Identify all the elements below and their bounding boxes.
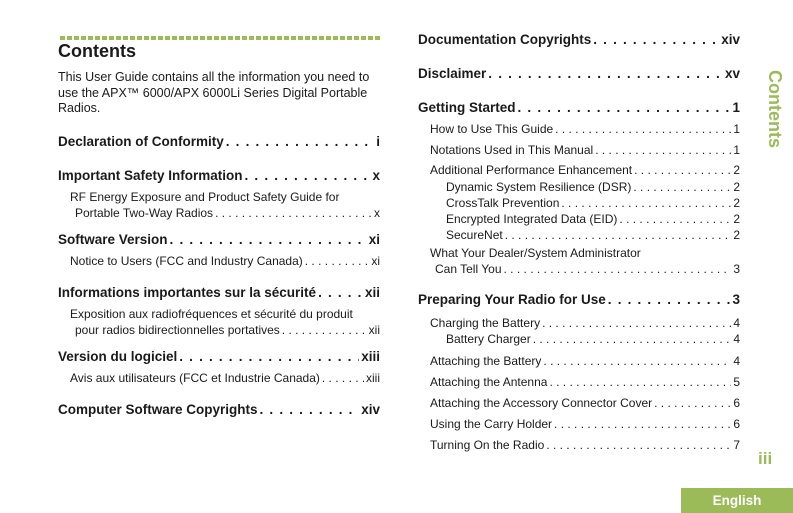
toc-entry-label: Attaching the Battery bbox=[430, 354, 542, 368]
toc-left-column bbox=[58, 131, 380, 421]
toc-entry-page: x bbox=[374, 206, 380, 220]
toc-entry-label: Informations importantes sur la sécurité bbox=[58, 285, 317, 300]
toc-entry-charging-battery[interactable] bbox=[418, 315, 740, 331]
toc-entry-performance-enhancement[interactable] bbox=[418, 161, 740, 179]
toc-entry-dealer-administrator[interactable] bbox=[418, 243, 740, 279]
toc-entry-notice-users[interactable] bbox=[58, 251, 380, 272]
toc-entry-page: x bbox=[372, 168, 380, 183]
toc-entry-page: 7 bbox=[733, 438, 740, 452]
toc-entry-label-line2: pour radios bidirectionnelles portatives bbox=[75, 323, 280, 337]
toc-entry-label-line1: RF Energy Exposure and Product Safety Guide for bbox=[70, 190, 340, 204]
toc-entry-label: Disclaimer bbox=[418, 66, 487, 81]
toc-entry-page: 4 bbox=[733, 332, 740, 346]
toc-entry-label: Additional Performance Enhancement bbox=[430, 163, 633, 177]
language-tab[interactable] bbox=[681, 488, 793, 513]
toc-entry-label: Software Version bbox=[58, 232, 168, 247]
toc-entry-label: CrossTalk Prevention bbox=[446, 196, 560, 210]
toc-entry-notations[interactable] bbox=[418, 140, 740, 161]
toc-entry-avis-utilisateurs[interactable] bbox=[58, 368, 380, 389]
toc-entry-how-to-use[interactable] bbox=[418, 119, 740, 140]
toc-entry-page: xv bbox=[724, 66, 740, 81]
toc-entry-label: Preparing Your Radio for Use bbox=[418, 292, 606, 307]
toc-entry-battery-charger[interactable] bbox=[418, 331, 740, 347]
toc-entry-label: Charging the Battery bbox=[430, 316, 541, 330]
toc-entry-page: 4 bbox=[733, 354, 740, 368]
toc-entry-page: xi bbox=[368, 232, 380, 247]
toc-entry-label-line1: Exposition aux radiofréquences et sécurité du produit bbox=[70, 307, 353, 321]
toc-entry-page: 2 bbox=[733, 180, 740, 194]
toc-entry-label: Attaching the Antenna bbox=[430, 375, 548, 389]
toc-right-column bbox=[418, 29, 740, 456]
toc-entry-page: 1 bbox=[733, 143, 740, 157]
toc-entry-turning-on[interactable] bbox=[418, 435, 740, 456]
toc-entry-label: Encrypted Integrated Data (EID) bbox=[446, 212, 618, 226]
toc-entry-carry-holder[interactable] bbox=[418, 414, 740, 435]
side-tab-label: Contents bbox=[765, 70, 785, 148]
toc-entry-label: Attaching the Accessory Connector Cover bbox=[430, 396, 653, 410]
toc-entry-disclaimer[interactable] bbox=[418, 63, 740, 85]
toc-entry-label: Notations Used in This Manual bbox=[430, 143, 594, 157]
toc-entry-page: 3 bbox=[732, 292, 740, 307]
toc-entry-rf-energy[interactable] bbox=[58, 187, 380, 223]
toc-entry-computer-software-copyrights[interactable] bbox=[58, 399, 380, 421]
toc-entry-securenet[interactable] bbox=[418, 227, 740, 243]
toc-entry-getting-started[interactable] bbox=[418, 97, 740, 119]
toc-entry-page: xiii bbox=[366, 371, 380, 385]
toc-entry-label: Using the Carry Holder bbox=[430, 417, 553, 431]
toc-entry-page: 5 bbox=[733, 375, 740, 389]
toc-entry-page: 2 bbox=[733, 196, 740, 210]
toc-entry-label: Dynamic System Resilience (DSR) bbox=[446, 180, 632, 194]
toc-entry-label: Declaration of Conformity bbox=[58, 134, 224, 149]
toc-entry-page: xiv bbox=[721, 32, 740, 47]
toc-entry-informations-securite[interactable] bbox=[58, 282, 380, 304]
toc-entry-page: 3 bbox=[733, 262, 740, 276]
side-tab-contents[interactable] bbox=[755, 66, 793, 150]
toc-entry-attaching-antenna[interactable] bbox=[418, 372, 740, 393]
toc-entry-page: 1 bbox=[733, 122, 740, 136]
toc-entry-label-line2: Portable Two-Way Radios bbox=[75, 206, 214, 220]
toc-entry-crosstalk[interactable] bbox=[418, 195, 740, 211]
toc-entry-label: How to Use This Guide bbox=[430, 122, 554, 136]
toc-entry-page: 6 bbox=[733, 396, 740, 410]
toc-entry-page: xiii bbox=[361, 349, 380, 364]
toc-entry-page: 1 bbox=[732, 100, 740, 115]
toc-entry-label: Important Safety Information bbox=[58, 168, 243, 183]
toc-entry-label: Battery Charger bbox=[446, 332, 531, 346]
toc-entry-label-line1: What Your Dealer/System Administrator bbox=[430, 246, 641, 260]
toc-entry-label: Documentation Copyrights bbox=[418, 32, 592, 47]
toc-entry-label: Turning On the Radio bbox=[430, 438, 545, 452]
toc-entry-page: xi bbox=[371, 254, 380, 268]
toc-entry-page: 2 bbox=[733, 228, 740, 242]
toc-entry-preparing-radio[interactable] bbox=[418, 289, 740, 311]
toc-entry-safety[interactable] bbox=[58, 165, 380, 187]
toc-entry-software-version[interactable] bbox=[58, 229, 380, 251]
intro-text: This User Guide contains all the information you need to use the APX™ 6000/APX 6000Li Series Digital Portable Radios. bbox=[58, 70, 370, 115]
toc-entry-label: Computer Software Copyrights bbox=[58, 402, 258, 417]
page-number: iii bbox=[758, 449, 773, 468]
toc-entry-page: xii bbox=[368, 323, 380, 337]
toc-entry-eid[interactable] bbox=[418, 211, 740, 227]
header-rule bbox=[60, 36, 382, 40]
toc-entry-label: Version du logiciel bbox=[58, 349, 178, 364]
toc-entry-dsr[interactable] bbox=[418, 179, 740, 195]
language-tab-label: English bbox=[712, 493, 762, 508]
page-title: Contents bbox=[58, 41, 136, 61]
toc-entry-page: xii bbox=[364, 285, 380, 300]
toc-entry-label: SecureNet bbox=[446, 228, 503, 242]
toc-entry-documentation-copyrights[interactable] bbox=[418, 29, 740, 51]
toc-entry-version-logiciel[interactable] bbox=[58, 346, 380, 368]
toc-entry-accessory-connector[interactable] bbox=[418, 393, 740, 414]
toc-entry-page: 6 bbox=[733, 417, 740, 431]
toc-entry-page: 4 bbox=[733, 316, 740, 330]
toc-entry-attaching-battery[interactable] bbox=[418, 351, 740, 372]
toc-entry-label-line2: Can Tell You bbox=[435, 262, 502, 276]
toc-entry-page: i bbox=[376, 134, 380, 149]
toc-entry-label: Avis aux utilisateurs (FCC et Industrie Canada) bbox=[70, 371, 320, 385]
toc-entry-label: Getting Started bbox=[418, 100, 516, 115]
toc-entry-exposition[interactable] bbox=[58, 304, 380, 340]
toc-entry-declaration[interactable] bbox=[58, 131, 380, 153]
toc-entry-page: 2 bbox=[733, 163, 740, 177]
toc-entry-page: xiv bbox=[361, 402, 380, 417]
toc-entry-page: 2 bbox=[733, 212, 740, 226]
toc-entry-label: Notice to Users (FCC and Industry Canada) bbox=[70, 254, 303, 268]
